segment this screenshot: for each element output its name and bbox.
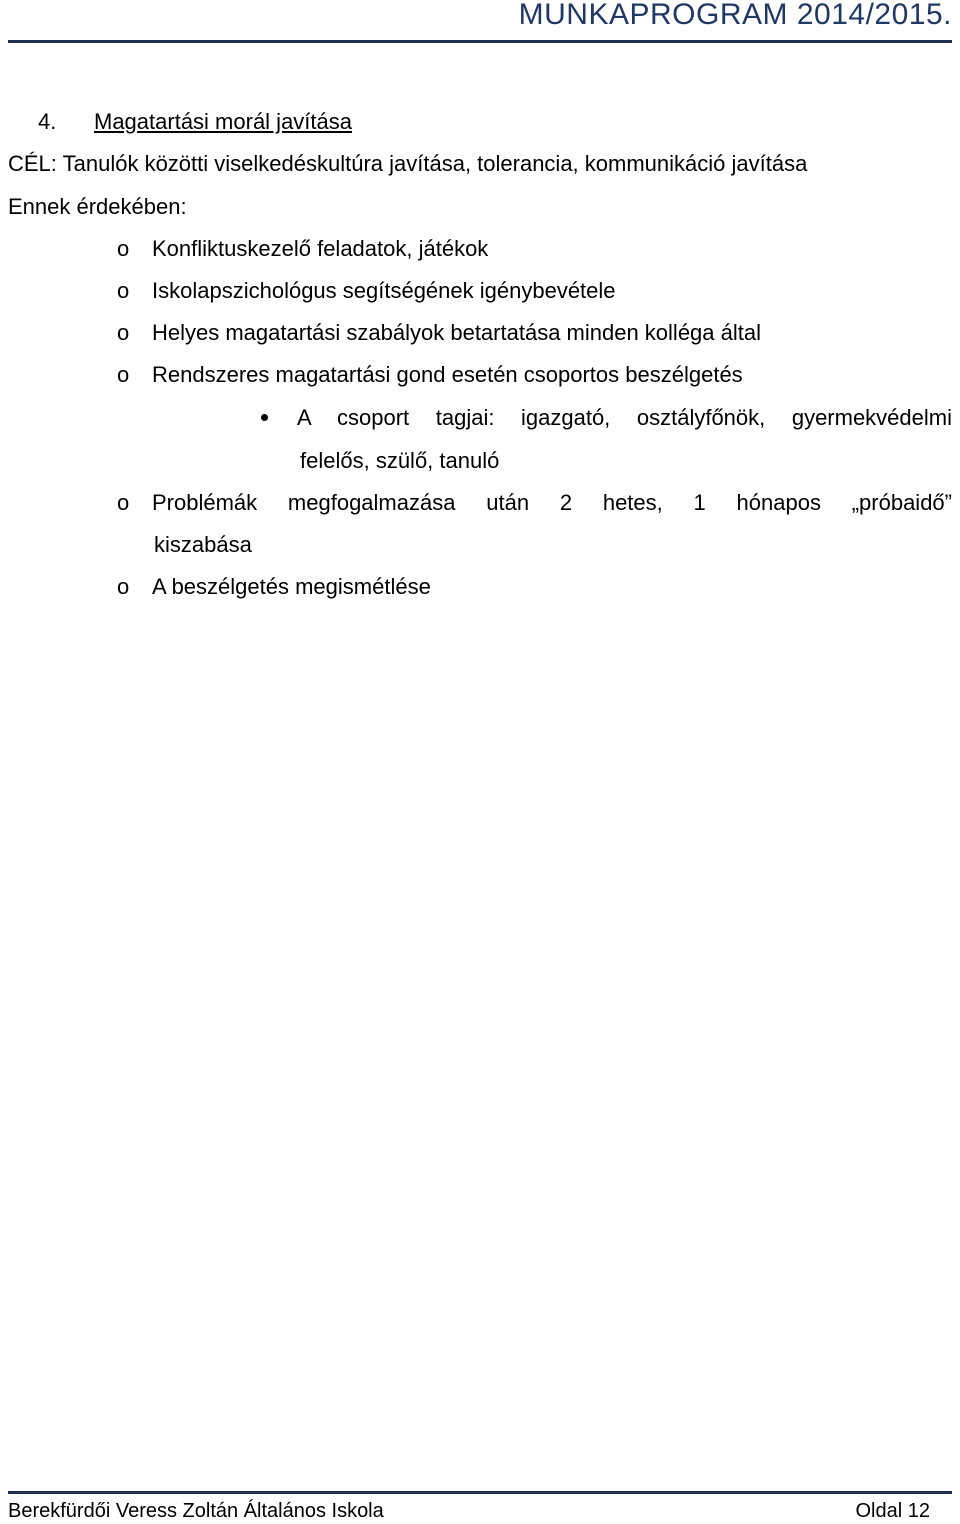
footer-school-name: Berekfürdői Veress Zoltán Általános Iskola	[8, 1500, 384, 1522]
sub-list-item-text: A csoport tagjai: igazgató, osztályfőnök, gyermekvédelmi	[297, 405, 952, 430]
list-item-text: Iskolapszichológus segítségének igénybevétele	[152, 278, 616, 303]
bullet-marker-icon: o	[117, 278, 130, 303]
sub-list-item-continuation: felelős, szülő, tanuló	[300, 448, 500, 473]
intro-line: Ennek érdekében:	[8, 194, 187, 219]
bullet-marker-icon: o	[117, 320, 130, 345]
page-header	[8, 0, 952, 43]
page-number: Oldal 12	[855, 1500, 930, 1522]
document-title: MUNKAPROGRAM 2014/2015.	[518, 0, 952, 31]
bullet-marker-icon: o	[117, 490, 130, 515]
list-item-text: A beszélgetés megismétlése	[152, 574, 431, 599]
bullet-marker-icon: o	[117, 236, 130, 261]
list-item-text: Problémák megfogalmazása után 2 hetes, 1 hónapos „próbaidő”	[152, 490, 952, 515]
list-item-text: Helyes magatartási szabályok betartatása minden kolléga által	[152, 320, 761, 345]
list-item-continuation: kiszabása	[154, 532, 252, 557]
section-heading	[38, 108, 352, 136]
sub-bullet-icon	[261, 414, 268, 421]
page-footer	[8, 1491, 952, 1524]
bullet-marker-icon: o	[117, 362, 130, 387]
section-number: 4.	[38, 109, 57, 134]
list-item-text: Konfliktuskezelő feladatok, játékok	[152, 236, 489, 261]
section-title: Magatartási morál javítása	[94, 109, 352, 134]
goal-line: CÉL: Tanulók közötti viselkedéskultúra javítása, tolerancia, kommunikáció javítása	[8, 151, 808, 176]
bullet-marker-icon: o	[117, 574, 130, 599]
list-item-text: Rendszeres magatartási gond esetén csoportos beszélgetés	[152, 362, 743, 387]
